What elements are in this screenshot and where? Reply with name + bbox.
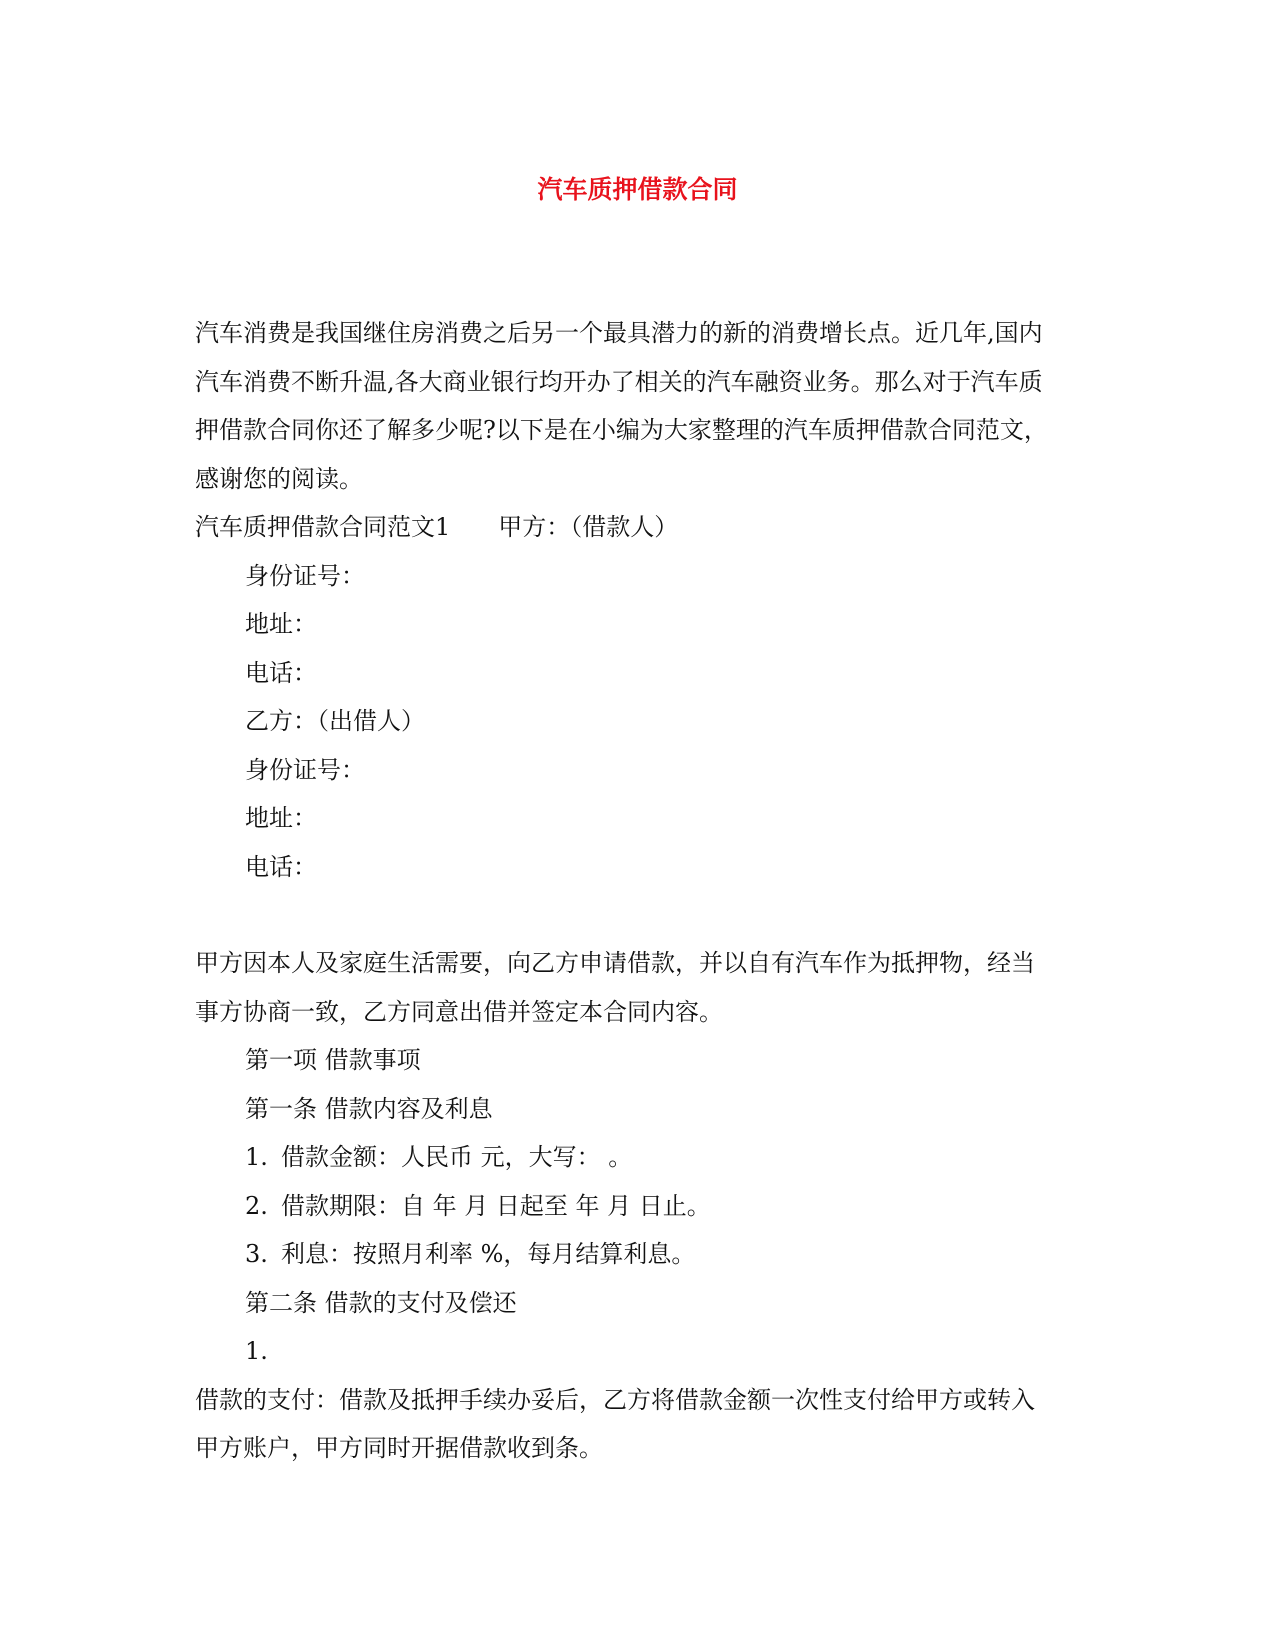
clause-number: 1. <box>245 1143 268 1171</box>
clause-text: 利息：按照月利率 %，每月结算利息。 <box>281 1240 696 1268</box>
article-heading: 第一条 借款内容及利息 <box>245 1094 493 1123</box>
clause-item <box>195 1327 1085 1376</box>
document-body <box>195 309 1085 1473</box>
preamble-line: 甲方因本人及家庭生活需要，向乙方申请借款，并以自有汽车作为抵押物，经当 <box>195 949 1035 977</box>
party-b-phone: 电话： <box>245 852 317 881</box>
sample-heading-line <box>195 503 1085 552</box>
intro-line: 押借款合同你还了解多少呢?以下是在小编为大家整理的汽车质押借款合同范文， <box>195 416 1048 444</box>
article-heading: 第二条 借款的支付及偿还 <box>245 1288 517 1317</box>
party-b-address: 地址： <box>245 804 317 832</box>
preamble-line: 事方协商一致，乙方同意出借并签定本合同内容。 <box>195 997 723 1026</box>
clause-item <box>195 1182 1085 1231</box>
blank-line <box>195 891 1085 939</box>
intro-line: 汽车消费是我国继住房消费之后另一个最具潜力的新的消费增长点。近几年,国内 <box>195 319 1043 347</box>
party-a-id: 身份证号： <box>245 561 365 590</box>
party-a-address: 地址： <box>245 610 317 638</box>
clause-item <box>195 1230 1085 1279</box>
clause-text: 借款金额：人民币 元，大写： 。 <box>281 1143 633 1171</box>
section-heading: 第一项 借款事项 <box>245 1046 421 1074</box>
payment-line: 甲方账户，甲方同时开据借款收到条。 <box>195 1434 603 1462</box>
document-title: 汽车质押借款合同 <box>537 175 738 204</box>
party-b-label: 乙方：（出借人） <box>245 707 425 735</box>
clause-number: 1. <box>245 1337 268 1365</box>
party-b-id: 身份证号： <box>245 755 365 784</box>
clause-item <box>195 1133 1085 1182</box>
intro-line: 汽车消费不断升温,各大商业银行均开办了相关的汽车融资业务。那么对于汽车质 <box>195 367 1043 396</box>
party-a-phone: 电话： <box>245 658 317 687</box>
clause-text: 借款期限：自 年 月 日起至 年 月 日止。 <box>281 1191 711 1220</box>
payment-line: 借款的支付：借款及抵押手续办妥后，乙方将借款金额一次性支付给甲方或转入 <box>195 1385 1035 1414</box>
party-a-label: 甲方：（借款人） <box>498 513 679 541</box>
clause-number: 3. <box>245 1240 268 1268</box>
sample-heading: 汽车质押借款合同范文1 <box>195 513 451 541</box>
clause-number: 2. <box>245 1191 268 1220</box>
intro-line: 感谢您的阅读。 <box>195 464 363 493</box>
